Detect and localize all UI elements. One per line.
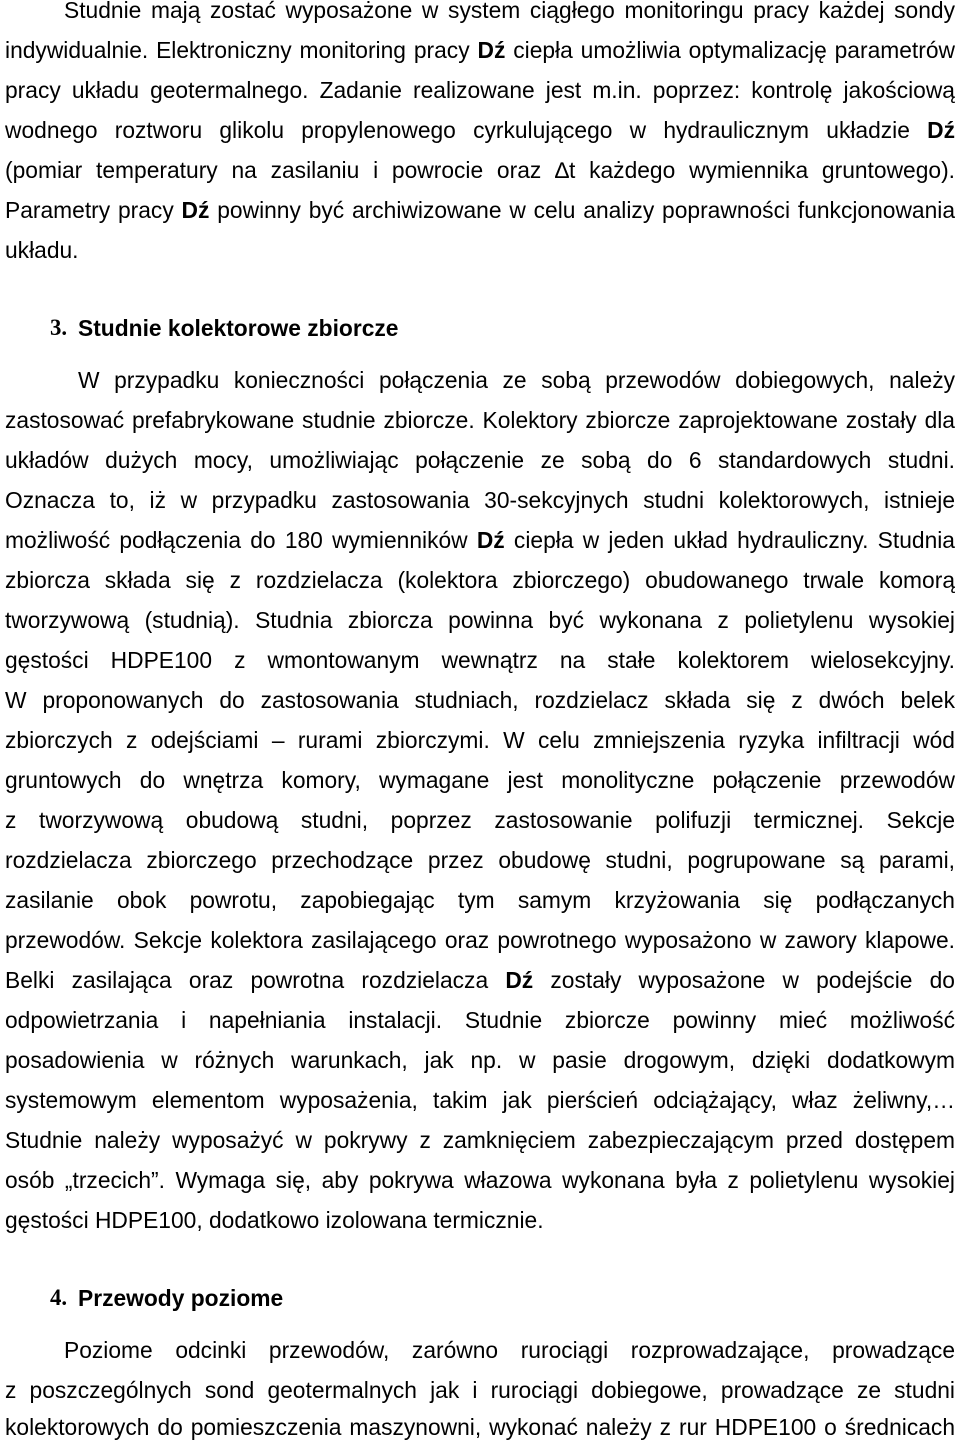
paragraph-line (5, 440, 955, 480)
text-run: Belki zasilająca oraz powrotna rozdzielacza (5, 967, 506, 993)
section-4-number: 4. (50, 1285, 68, 1310)
section-4-heading (5, 1278, 955, 1318)
emphasized-text: Dź (505, 967, 534, 993)
section-4-title: Przewody poziome (78, 1285, 284, 1311)
text-run: ciepła umożliwia optymalizację parametrów (505, 37, 955, 63)
paragraph-line (5, 880, 955, 920)
paragraph-line (5, 760, 955, 800)
text-run: układu. (5, 237, 79, 263)
text-run: pracy układu geotermalnego. Zadanie realizowane jest m.in. poprzez: kontrolę jakościową (5, 77, 955, 103)
text-run: Parametry pracy (5, 197, 182, 223)
emphasized-text: Dź (181, 197, 210, 223)
emphasized-text: Dź (477, 37, 506, 63)
text-run: zasilanie obok powrotu, zapobiegając tym samym krzyżowania się podłączanych (5, 887, 955, 913)
text-run: systemowym elementom wyposażenia, takim jak pierścień odciążający, właz żeliwny,… (5, 1087, 955, 1113)
paragraph-line (5, 1080, 955, 1120)
paragraph-line (5, 1120, 955, 1160)
paragraph-line (5, 800, 955, 840)
paragraph-line (5, 400, 955, 440)
emphasized-text: Dź (476, 527, 505, 553)
text-run: W przypadku konieczności połączenia ze sobą przewodów dobiegowych, należy (78, 367, 955, 393)
section-3-heading (5, 308, 955, 348)
text-run: (pomiar temperatury na zasilaniu i powrocie oraz ∆t każdego wymiennika gruntowego). (5, 157, 955, 183)
paragraph-line (5, 70, 955, 110)
text-run: posadowienia w różnych warunkach, jak np. w pasie drogowym, dzięki dodatkowym (5, 1047, 955, 1073)
paragraph-line (5, 230, 955, 270)
paragraph-line (5, 480, 955, 520)
text-run: możliwość podłączenia do 180 wymienników (5, 527, 477, 553)
text-run: ciepła w jeden układ hydrauliczny. Studnia (504, 527, 955, 553)
section-3-number: 3. (50, 315, 68, 340)
paragraph-line (5, 1330, 955, 1370)
text-column (5, 0, 955, 1442)
paragraph-line (5, 840, 955, 880)
paragraph-line (5, 1412, 955, 1442)
text-run: indywidualnie. Elektroniczny monitoring pracy (5, 37, 478, 63)
paragraph-line (5, 190, 955, 230)
emphasized-text: Dź (927, 117, 955, 143)
paragraph-line (5, 720, 955, 760)
text-run: rozdzielacza zbiorczego przechodzące przez obudowę studni, pogrupowane są parami, (5, 847, 955, 873)
text-run: Poziome odcinki przewodów, zarówno rurociągi rozprowadzające, prowadzące (64, 1337, 955, 1363)
text-run: z tworzywową obudową studni, poprzez zastosowanie polifuzji termicznej. Sekcje (5, 807, 955, 833)
paragraph-line (5, 110, 955, 150)
paragraph-line (5, 30, 955, 70)
text-run: Studnie mają zostać wyposażone w system ciągłego monitoringu pracy każdej sondy (64, 0, 955, 23)
text-run: układów dużych mocy, umożliwiając połączenie ze sobą do 6 standardowych studni. (5, 447, 955, 473)
paragraph-line (5, 960, 955, 1000)
text-run: tworzywową (studnią). Studnia zbiorcza powinna być wykonana z polietylenu wysokiej (5, 607, 955, 633)
text-run: zbiorcza składa się z rozdzielacza (kolektora zbiorczego) obudowanego trwale komorą (5, 567, 955, 593)
paragraph-line (5, 1370, 955, 1410)
text-run: z poszczególnych sond geotermalnych jak i rurociągi dobiegowe, prowadzące ze studni (5, 1377, 955, 1403)
section-3-paragraph (5, 360, 955, 1240)
text-run: zbiorczych z odejściami – rurami zbiorczymi. W celu zmniejszenia ryzyka infiltracji wód (5, 727, 955, 753)
text-run: osób „trzecich”. Wymaga się, aby pokrywa włazowa wykonana była z polietylenu wysokiej (5, 1167, 955, 1193)
text-run: gęstości HDPE100, dodatkowo izolowana termicznie. (5, 1207, 544, 1233)
text-run: zostały wyposażone w podejście do (533, 967, 955, 993)
paragraph-line (5, 0, 955, 30)
paragraph-line (5, 360, 955, 400)
intro-paragraph (5, 0, 955, 270)
paragraph-line (5, 1200, 955, 1240)
paragraph-line (5, 680, 955, 720)
paragraph-line (5, 920, 955, 960)
text-run: W proponowanych do zastosowania studniach, rozdzielacz składa się z dwóch belek (5, 687, 955, 713)
paragraph-line (5, 1000, 955, 1040)
text-run: zastosować prefabrykowane studnie zbiorcze. Kolektory zbiorcze zaprojektowane zostały dla (5, 407, 955, 433)
text-run: kolektorowych do pomieszczenia maszynowni, wykonać należy z rur HDPE100 o średnicach (5, 1414, 955, 1440)
text-run: odpowietrzania i napełniania instalacji. Studnie zbiorcze powinny mieć możliwość (5, 1007, 955, 1033)
paragraph-line (5, 1040, 955, 1080)
paragraph-line (5, 1160, 955, 1200)
text-run: gruntowych do wnętrza komory, wymagane jest monolityczne połączenie przewodów (5, 767, 955, 793)
text-run: gęstości HDPE100 z wmontowanym wewnątrz na stałe kolektorem wielosekcyjny. (5, 647, 955, 673)
text-run: przewodów. Sekcje kolektora zasilającego oraz powrotnego wyposażono w zawory klapowe. (5, 927, 955, 953)
text-run: Oznacza to, iż w przypadku zastosowania 30-sekcyjnych studni kolektorowych, istnieje (5, 487, 955, 513)
paragraph-line (5, 520, 955, 560)
text-run: wodnego roztworu glikolu propylenowego cyrkulującego w hydraulicznym układzie (5, 117, 928, 143)
text-run: powinny być archiwizowane w celu analizy poprawności funkcjonowania (209, 197, 955, 223)
text-run: Studnie należy wyposażyć w pokrywy z zamknięciem zabezpieczającym przed dostępem (5, 1127, 955, 1153)
section-4-paragraph (5, 1330, 955, 1442)
section-3-title: Studnie kolektorowe zbiorcze (78, 315, 399, 341)
paragraph-line (5, 560, 955, 600)
paragraph-line (5, 640, 955, 680)
paragraph-line (5, 150, 955, 190)
paragraph-line (5, 600, 955, 640)
